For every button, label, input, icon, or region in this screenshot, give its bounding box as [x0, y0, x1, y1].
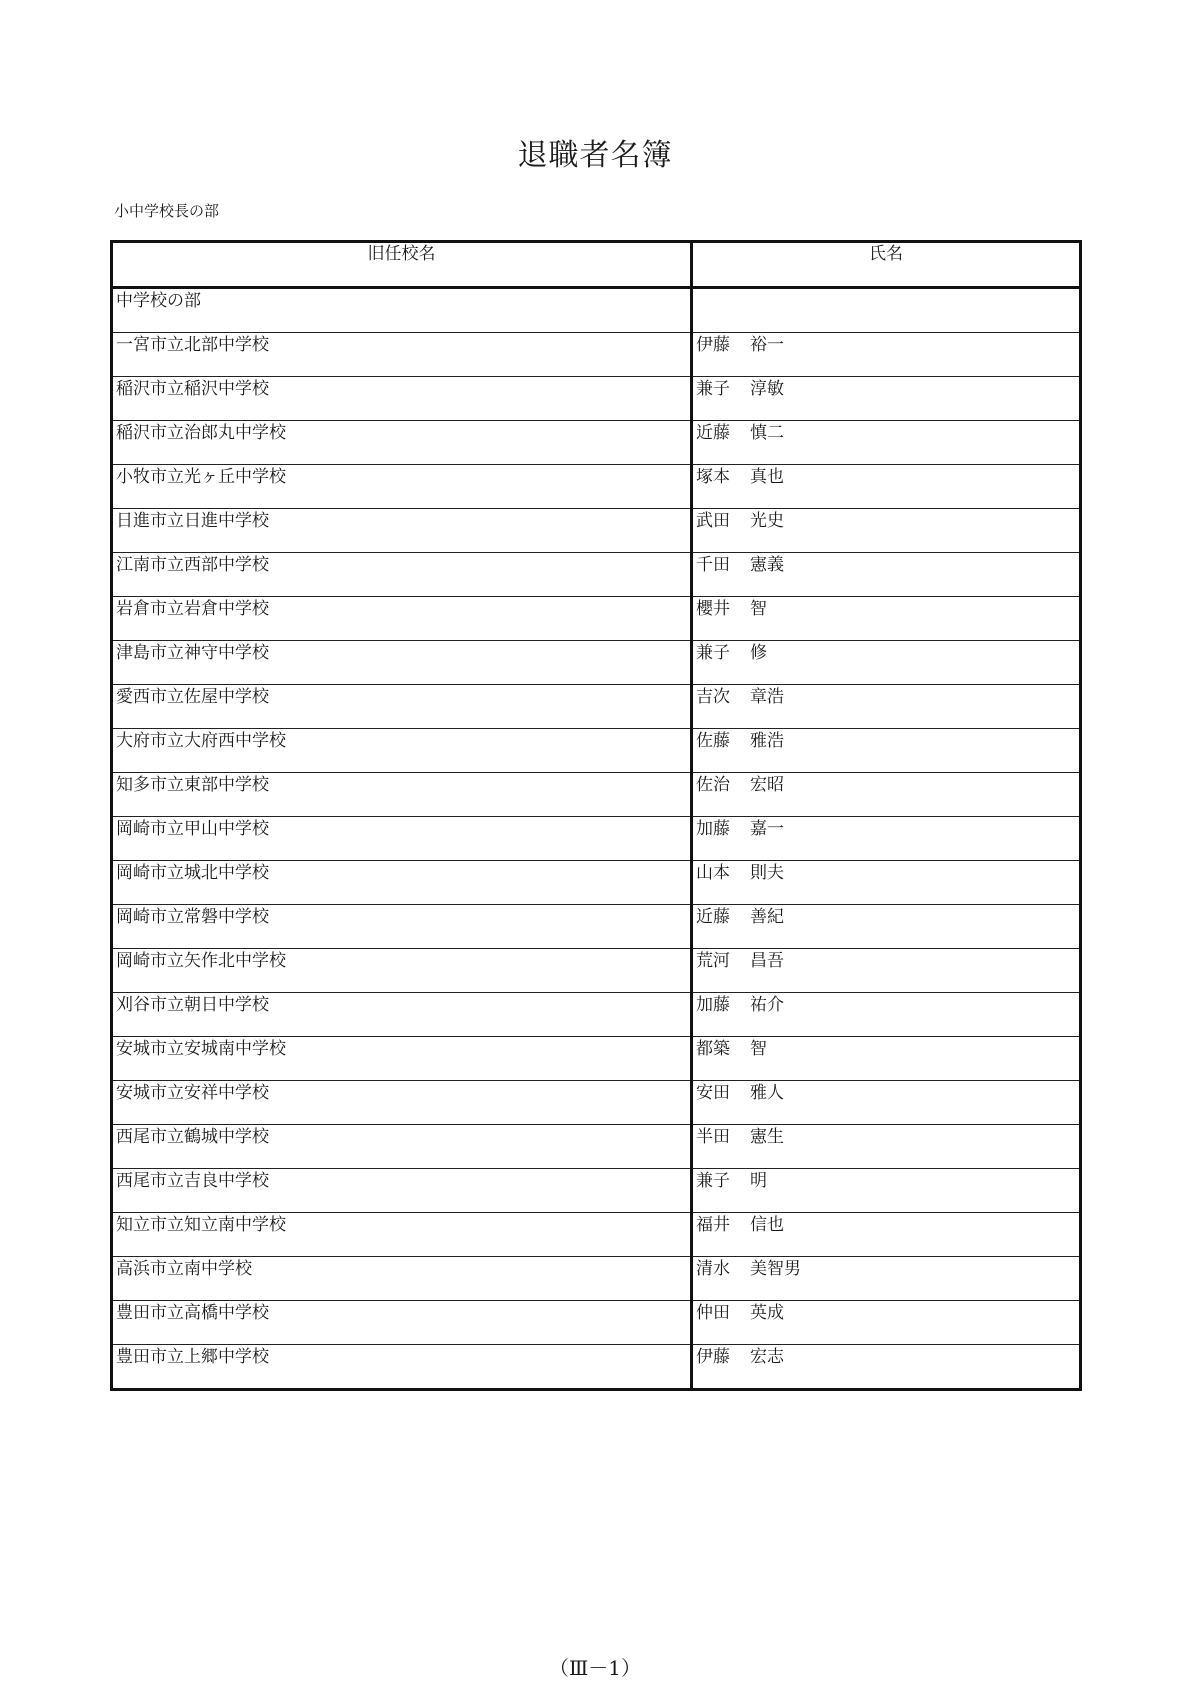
surname: 福井: [696, 1215, 730, 1235]
given-name: 修: [750, 643, 767, 663]
surname: 加藤: [696, 819, 730, 839]
header-name: 氏名: [692, 242, 1081, 288]
surname: 加藤: [696, 995, 730, 1015]
given-name: 憲生: [750, 1127, 784, 1147]
table-row: [112, 1125, 1081, 1169]
surname: 伊藤: [696, 335, 730, 355]
page-number: （Ⅲ－1）: [548, 1656, 641, 1680]
person-name-cell: [692, 949, 1081, 993]
given-name: 慎二: [750, 423, 784, 443]
given-name: 信也: [750, 1215, 784, 1235]
school-name-cell: 安城市立安祥中学校: [112, 1081, 692, 1125]
school-name-cell: 愛西市立佐屋中学校: [112, 685, 692, 729]
surname: 清水: [696, 1259, 730, 1279]
given-name: 善紀: [750, 907, 784, 927]
table-row: [112, 685, 1081, 729]
table-row: [112, 641, 1081, 685]
school-name-cell: 江南市立西部中学校: [112, 553, 692, 597]
school-name-cell: 西尾市立吉良中学校: [112, 1169, 692, 1213]
section-row: [112, 288, 1081, 333]
table-row: [112, 773, 1081, 817]
surname: 都築: [696, 1039, 730, 1059]
surname: 塚本: [696, 467, 730, 487]
school-name-cell: 岡崎市立城北中学校: [112, 861, 692, 905]
given-name: 昌吾: [750, 951, 784, 971]
school-name-cell: 岡崎市立甲山中学校: [112, 817, 692, 861]
person-name-cell: [692, 905, 1081, 949]
person-name-cell: [692, 729, 1081, 773]
given-name: 雅浩: [750, 731, 784, 751]
school-name-cell: 西尾市立鶴城中学校: [112, 1125, 692, 1169]
person-name-cell: [692, 685, 1081, 729]
person-name-cell: [692, 421, 1081, 465]
person-name-cell: [692, 861, 1081, 905]
person-name-cell: [692, 817, 1081, 861]
table-row: [112, 729, 1081, 773]
person-name-cell: [692, 377, 1081, 421]
person-name-cell: [692, 1081, 1081, 1125]
person-name-cell: [692, 465, 1081, 509]
table-row: [112, 949, 1081, 993]
surname: 半田: [696, 1127, 730, 1147]
table-row: [112, 1213, 1081, 1257]
school-name-cell: 小牧市立光ヶ丘中学校: [112, 465, 692, 509]
given-name: 光史: [750, 511, 784, 531]
given-name: 嘉一: [750, 819, 784, 839]
person-name-cell: [692, 1345, 1081, 1390]
school-name-cell: 豊田市立高橋中学校: [112, 1301, 692, 1345]
surname: 佐藤: [696, 731, 730, 751]
surname: 山本: [696, 863, 730, 883]
table-row: [112, 1345, 1081, 1390]
surname: 兼子: [696, 643, 730, 663]
table-row: [112, 421, 1081, 465]
person-name-cell: [692, 553, 1081, 597]
given-name: 雅人: [750, 1083, 784, 1103]
surname: 吉次: [696, 687, 730, 707]
table-row: [112, 509, 1081, 553]
school-name-cell: 稲沢市立稲沢中学校: [112, 377, 692, 421]
section-name-cell: [692, 288, 1081, 333]
person-name-cell: [692, 597, 1081, 641]
section-label: 中学校の部: [112, 288, 692, 333]
table-row: [112, 1037, 1081, 1081]
surname: 櫻井: [696, 599, 730, 619]
table-body: [112, 288, 1081, 1390]
school-name-cell: 岩倉市立岩倉中学校: [112, 597, 692, 641]
given-name: 憲義: [750, 555, 784, 575]
given-name: 章浩: [750, 687, 784, 707]
person-name-cell: [692, 1213, 1081, 1257]
surname: 荒河: [696, 951, 730, 971]
given-name: 美智男: [750, 1259, 801, 1279]
document-title: 退職者名簿: [517, 138, 673, 173]
school-name-cell: 岡崎市立常磐中学校: [112, 905, 692, 949]
surname: 佐治: [696, 775, 730, 795]
surname: 仲田: [696, 1303, 730, 1323]
table-row: [112, 861, 1081, 905]
given-name: 淳敏: [750, 379, 784, 399]
given-name: 真也: [750, 467, 784, 487]
header-school: 旧任校名: [112, 242, 692, 288]
surname: 兼子: [696, 379, 730, 399]
given-name: 祐介: [750, 995, 784, 1015]
person-name-cell: [692, 509, 1081, 553]
person-name-cell: [692, 1125, 1081, 1169]
given-name: 則夫: [750, 863, 784, 883]
table-row: [112, 465, 1081, 509]
surname: 武田: [696, 511, 730, 531]
table-row: [112, 1257, 1081, 1301]
given-name: 明: [750, 1171, 767, 1191]
school-name-cell: 岡崎市立矢作北中学校: [112, 949, 692, 993]
table-row: [112, 817, 1081, 861]
person-name-cell: [692, 1169, 1081, 1213]
given-name: 裕一: [750, 335, 784, 355]
table-row: [112, 905, 1081, 949]
surname: 伊藤: [696, 1347, 730, 1367]
surname: 近藤: [696, 907, 730, 927]
person-name-cell: [692, 993, 1081, 1037]
person-name-cell: [692, 1301, 1081, 1345]
table-row: [112, 1081, 1081, 1125]
school-name-cell: 日進市立日進中学校: [112, 509, 692, 553]
school-name-cell: 高浜市立南中学校: [112, 1257, 692, 1301]
school-name-cell: 知多市立東部中学校: [112, 773, 692, 817]
section-subtitle: 小中学校長の部: [114, 202, 220, 220]
given-name: 英成: [750, 1303, 784, 1323]
person-name-cell: [692, 773, 1081, 817]
given-name: 宏志: [750, 1347, 784, 1367]
school-name-cell: 稲沢市立治郎丸中学校: [112, 421, 692, 465]
table-row: [112, 553, 1081, 597]
school-name-cell: 知立市立知立南中学校: [112, 1213, 692, 1257]
person-name-cell: [692, 641, 1081, 685]
table-header-row: [112, 242, 1081, 288]
surname: 千田: [696, 555, 730, 575]
table-row: [112, 993, 1081, 1037]
school-name-cell: 豊田市立上郷中学校: [112, 1345, 692, 1390]
school-name-cell: 刈谷市立朝日中学校: [112, 993, 692, 1037]
surname: 安田: [696, 1083, 730, 1103]
retiree-table: [110, 240, 1082, 1391]
person-name-cell: [692, 1037, 1081, 1081]
school-name-cell: 大府市立大府西中学校: [112, 729, 692, 773]
person-name-cell: [692, 1257, 1081, 1301]
table-row: [112, 333, 1081, 377]
table-row: [112, 377, 1081, 421]
given-name: 智: [750, 1039, 767, 1059]
school-name-cell: 津島市立神守中学校: [112, 641, 692, 685]
given-name: 宏昭: [750, 775, 784, 795]
surname: 近藤: [696, 423, 730, 443]
table-row: [112, 597, 1081, 641]
table-row: [112, 1301, 1081, 1345]
surname: 兼子: [696, 1171, 730, 1191]
person-name-cell: [692, 333, 1081, 377]
school-name-cell: 一宮市立北部中学校: [112, 333, 692, 377]
table-row: [112, 1169, 1081, 1213]
school-name-cell: 安城市立安城南中学校: [112, 1037, 692, 1081]
given-name: 智: [750, 599, 767, 619]
